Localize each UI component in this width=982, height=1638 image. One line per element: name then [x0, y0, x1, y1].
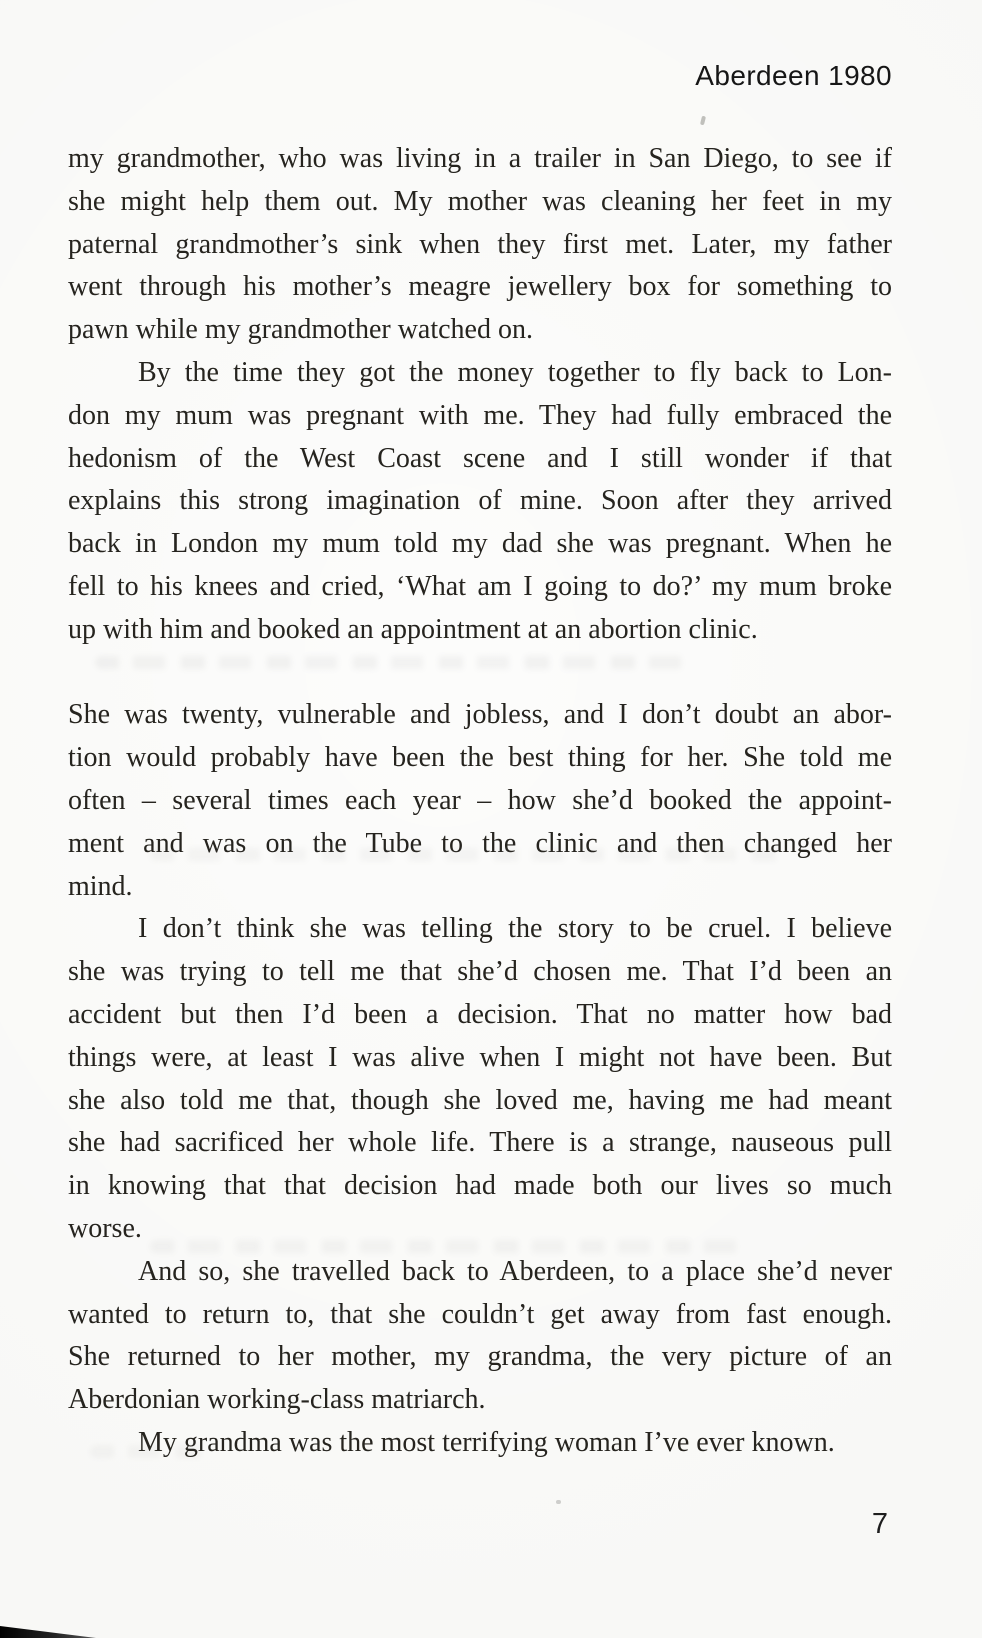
text-line: worse.	[68, 1212, 142, 1244]
text-line: back in London my mum told my dad she was pregnant. When he	[68, 528, 892, 560]
running-header: Aberdeen 1980	[695, 60, 892, 91]
text-line: she was trying to tell me that she’d chosen me. That I’d been an	[68, 956, 892, 988]
text-line: mind.	[68, 870, 133, 902]
text-line: pawn while my grandmother watched on.	[68, 314, 533, 346]
paragraph	[68, 352, 892, 652]
text-line: paternal grandmother’s sink when they first met. Later, my father	[68, 228, 892, 260]
text-line: By the time they got the money together to fly back to Lon-	[138, 356, 892, 388]
paragraph	[68, 1251, 892, 1422]
paragraph	[68, 908, 892, 1250]
text-line: in knowing that that decision had made both our lives so much	[68, 1170, 892, 1202]
text-line: wanted to return to, that she couldn’t get away from fast enough.	[68, 1298, 892, 1330]
page-curl-shadow	[0, 1625, 96, 1638]
text-line: went through his mother’s meagre jewellery box for something to	[68, 271, 892, 303]
text-line: My grandma was the most terrifying woman I’ve ever known.	[138, 1426, 835, 1458]
text-line: she might help them out. My mother was cleaning her feet in my	[68, 185, 892, 217]
scan-artifact-speck	[556, 1500, 561, 1504]
text-line: I don’t think she was telling the story to be cruel. I believe	[138, 913, 892, 945]
page-number: 7	[871, 1508, 888, 1540]
text-line: She returned to her mother, my grandma, the very picture of an	[68, 1341, 892, 1373]
text-line: don my mum was pregnant with me. They had fully embraced the	[68, 399, 892, 431]
paragraph	[68, 138, 892, 352]
text-line: fell to his knees and cried, ‘What am I going to do?’ my mum broke	[68, 570, 892, 602]
text-line: Aberdonian working-class matriarch.	[68, 1384, 486, 1416]
text-line: explains this strong imagination of mine. Soon after they arrived	[68, 485, 892, 517]
text-line: ment and was on the Tube to the clinic and then changed her	[68, 827, 892, 859]
text-line: she had sacrificed her whole life. There is a strange, nauseous pull	[68, 1127, 892, 1159]
text-line: often – several times each year – how she’d booked the appoint-	[68, 784, 892, 816]
text-line: tion would probably have been the best thing for her. She told me	[68, 742, 892, 774]
paragraph	[68, 1422, 892, 1465]
text-line: accident but then I’d been a decision. That no matter how bad	[68, 998, 892, 1030]
text-block	[68, 138, 892, 1465]
text-line: up with him and booked an appointment at an abortion clinic.	[68, 613, 758, 645]
scan-artifact-speck	[700, 116, 706, 126]
text-line: And so, she travelled back to Aberdeen, to a place she’d never	[138, 1255, 892, 1287]
paragraph	[68, 694, 892, 908]
text-line: things were, at least I was alive when I might not have been. But	[68, 1041, 892, 1073]
text-line: She was twenty, vulnerable and jobless, and I don’t doubt an abor-	[68, 699, 892, 731]
text-line: she also told me that, though she loved me, having me had meant	[68, 1084, 892, 1116]
text-line: my grandmother, who was living in a trailer in San Diego, to see if	[68, 143, 892, 174]
text-line: hedonism of the West Coast scene and I still wonder if that	[68, 442, 892, 474]
